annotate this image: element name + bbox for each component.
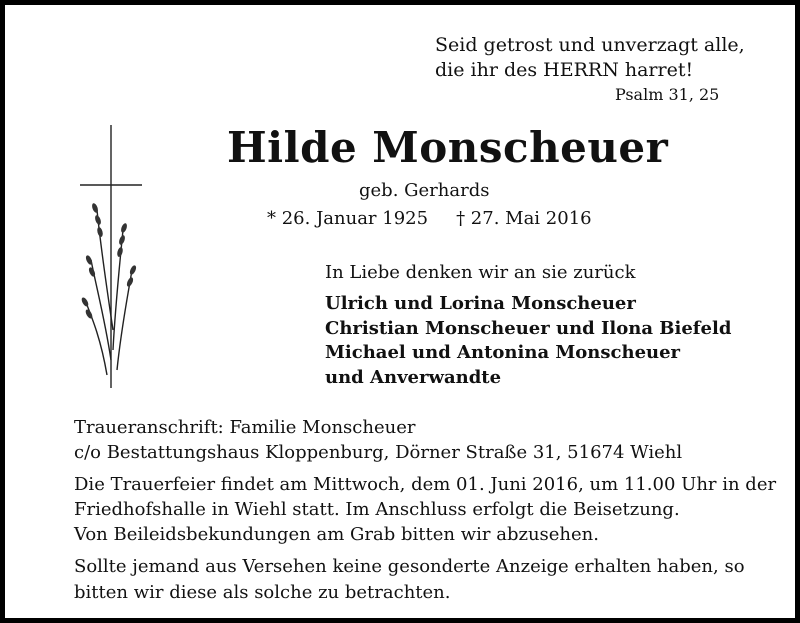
funeral-line: Von Beileidsbekundungen am Grab bitten wir abzusehen. [74, 524, 599, 545]
notice-text [74, 554, 745, 606]
address-line: c/o Bestattungshaus Kloppenburg, Dörner Straße 31, 51674 Wiehl [74, 442, 683, 463]
mourning-address [74, 415, 682, 465]
notice-line: bitten wir diese als solche zu betrachten. [74, 582, 451, 603]
mourners-list [325, 292, 731, 390]
bible-verse-reference: Psalm 31, 25 [615, 85, 720, 104]
bible-verse-line: die ihr des HERRN harret! [435, 59, 694, 81]
birth-name: geb. Gerhards [359, 180, 490, 201]
mourner-entry: und Anverwandte [325, 366, 502, 388]
address-line: Traueranschrift: Familie Monscheuer [74, 417, 416, 438]
mourner-entry: Christian Monscheuer und Ilona Biefeld [325, 317, 732, 339]
bible-verse [435, 33, 745, 83]
funeral-details [74, 472, 776, 547]
mourning-intro: In Liebe denken wir an sie zurück [325, 262, 636, 283]
obituary-notice [5, 5, 795, 618]
birth-date: * 26. Januar 1925 [267, 208, 429, 229]
cross-with-wheat-icon [77, 120, 147, 390]
funeral-line: Die Trauerfeier findet am Mittwoch, dem 01. Juni 2016, um 11.00 Uhr in der [74, 474, 777, 495]
mourner-entry: Ulrich und Lorina Monscheuer [325, 293, 636, 314]
funeral-line: Friedhofshalle in Wiehl statt. Im Anschluss erfolgt die Beisetzung. [74, 499, 680, 520]
life-dates [267, 208, 620, 229]
notice-line: Sollte jemand aus Versehen keine gesonderte Anzeige erhalten haben, so [74, 556, 745, 577]
mourner-entry: Michael und Antonina Monscheuer [325, 342, 681, 363]
bible-verse-line: Seid getrost und unverzagt alle, [435, 34, 745, 56]
deceased-name: Hilde Monscheuer [227, 123, 669, 172]
death-date: † 27. Mai 2016 [456, 208, 592, 229]
